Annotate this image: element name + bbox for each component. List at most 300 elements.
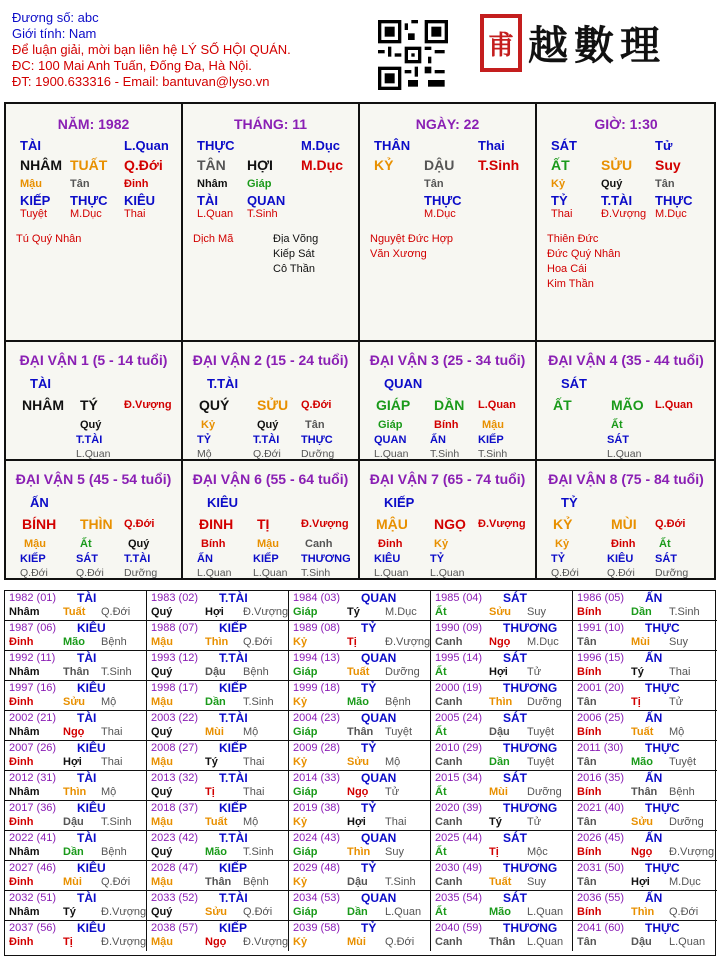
year-god: KIÊU [77,681,106,695]
year-cell [147,861,289,891]
year-label: 2018 (37) [151,802,199,814]
year-god: TỶ [361,861,377,875]
year-stem: Tân [577,936,597,948]
shen-sha-star: Văn Xương [370,248,427,260]
year-cell [431,771,573,801]
year-branch: Dần [631,606,652,618]
year-cell [431,921,573,951]
hidden-state: L.Quan [253,567,288,579]
year-branch: Tý [631,666,644,678]
pillar-r5-text: Đ.Vượng [601,208,647,220]
dai-van-stem: NHÂM [22,397,64,413]
year-cell [289,861,431,891]
year-state: Thai [101,756,123,768]
year-branch: Tý [489,816,502,828]
hidden-stem: Mậu [482,419,504,431]
hidden-state: L.Quan [197,567,232,579]
dai-van-state: Q.Đới [124,518,155,530]
year-cell [289,711,431,741]
year-state: Q.Đới [243,906,273,918]
year-state: Tuyệt [527,726,555,738]
year-stem: Mậu [151,696,173,708]
pillar-cell [537,104,715,342]
year-branch: Hợi [489,666,508,678]
year-label: 2012 (31) [9,772,57,784]
year-god: T.TÀI [219,591,248,605]
year-stem: Canh [435,816,463,828]
owner-gender: Giới tính: Nam [12,26,97,41]
year-god: THƯƠNG [503,801,558,815]
year-cell [573,651,717,681]
year-label: 2039 (58) [293,922,341,934]
hidden-god: SÁT [607,434,629,446]
year-cell [289,741,431,771]
pillar-r4-text: KIẾP [20,193,51,208]
year-state: Đ.Vượng [101,936,147,948]
shen-sha-star: Hoa Cái [547,263,587,275]
dai-van-stem: BÍNH [22,516,57,532]
year-label: 2037 (56) [9,922,57,934]
pillar-r2-text: SỬU [601,157,633,173]
year-state: T.Sinh [243,696,274,708]
year-cell [5,831,147,861]
hidden-god: T.TÀI [76,434,103,446]
pillar-r5-text: Tuyệt [20,208,48,220]
year-state: Mộ [243,816,259,828]
year-stem: Giáp [293,786,318,798]
year-god: TỶ [361,801,377,815]
year-label: 2014 (33) [293,772,341,784]
shen-sha-star: Địa Võng [273,233,319,245]
year-stem: Canh [435,756,463,768]
year-state: T.Sinh [101,666,132,678]
year-branch: Thìn [489,696,513,708]
pillar-r2-text: ẤT [551,157,570,173]
hidden-state: Q.Đới [253,448,281,460]
pillar-r2-text: TUẤT [70,157,108,173]
year-cell [5,921,147,951]
year-cell [147,681,289,711]
pillar-r4-text: THỰC [70,193,108,208]
year-cell [147,591,289,621]
hidden-stem: Mậu [24,538,46,550]
dai-van-branch: SỬU [257,397,289,413]
dai-van-stem: KỶ [553,516,573,532]
year-stem: Đinh [9,756,34,768]
year-branch: Mùi [63,876,82,888]
year-god: KIÊU [77,801,106,815]
pillar-r3-text: Kỷ [551,178,566,190]
year-god: T.TÀI [219,831,248,845]
year-stem: Canh [435,696,463,708]
year-god: THỰC [645,741,680,755]
year-cell [147,741,289,771]
year-cell [5,861,147,891]
pillar-r1-text: L.Quan [124,138,169,153]
shen-sha-star: Kim Thần [547,278,594,290]
hidden-state: T.Sinh [301,567,331,579]
year-stem: Kỷ [293,636,308,648]
owner-info [12,10,291,90]
year-label: 2036 (55) [577,892,625,904]
year-god: KIẾP [219,621,248,635]
year-label: 1998 (17) [151,682,199,694]
dai-van-stem: MẬU [376,516,408,532]
year-branch: Dậu [489,726,510,738]
dai-van-cell [183,461,360,580]
hidden-state: T.Sinh [478,448,508,460]
shen-sha-star: Thiên Đức [547,233,599,245]
hidden-state: L.Quan [430,567,465,579]
year-label: 1999 (18) [293,682,341,694]
year-state: Bệnh [669,786,695,798]
hidden-god: TỶ [430,553,445,565]
year-cell [431,861,573,891]
year-god: TÀI [77,891,97,905]
year-cell [5,711,147,741]
year-god: THƯƠNG [503,621,558,635]
dai-van-title: ĐẠI VẬN 6 (55 - 64 tuổi) [192,471,349,487]
year-stem: Đinh [9,636,34,648]
hidden-god: KIÊU [374,553,401,565]
hidden-god: TỶ [197,434,212,446]
year-state: Tuyệt [385,726,413,738]
year-label: 2029 (48) [293,862,341,874]
year-stem: Quý [151,606,173,618]
year-state: Bệnh [243,666,269,678]
year-god: KIÊU [77,861,106,875]
year-state: T.Sinh [385,876,416,888]
year-god: T.TÀI [219,891,248,905]
hidden-state: Dưỡng [301,448,335,460]
year-state: Đ.Vượng [243,936,289,948]
chart-header [0,0,720,100]
year-branch: Ngọ [489,636,511,648]
year-branch: Hợi [63,756,82,768]
year-stem: Kỷ [293,876,308,888]
dai-van-state: Đ.Vượng [301,518,349,530]
year-cell [289,771,431,801]
year-god: THỰC [645,801,680,815]
year-stem: Đinh [9,876,34,888]
year-cell [147,891,289,921]
dai-van-title: ĐẠI VẬN 7 (65 - 74 tuổi) [369,471,526,487]
year-god: THỰC [645,681,680,695]
year-stem: Giáp [293,666,318,678]
hidden-stem: Ất [611,419,623,431]
year-branch: Mão [631,756,653,768]
year-god: T.TÀI [219,771,248,785]
year-branch: Dần [489,756,510,768]
year-god: QUAN [361,591,397,605]
year-state: Thai [243,756,265,768]
hidden-stem: Đinh [378,538,403,550]
hidden-god: KIẾP [253,553,279,565]
shen-sha-star: Cô Thần [273,263,315,275]
year-stem: Ất [435,606,447,618]
pillar-title: NGÀY: 22 [415,116,480,132]
dai-van-branch: THÌN [80,516,113,532]
year-cell [573,831,717,861]
year-state: Q.Đới [101,876,131,888]
year-cell [5,771,147,801]
year-branch: Thìn [631,906,655,918]
dai-van-branch: TỊ [257,516,270,532]
year-branch: Ngọ [631,846,653,858]
year-state: Đ.Vượng [385,636,431,648]
year-cell [5,651,147,681]
pillar-title: NĂM: 1982 [57,116,130,132]
year-god: SÁT [503,771,527,785]
pillar-r3-text: Tân [424,178,444,190]
hidden-state: T.Sinh [430,448,460,460]
year-cell [289,681,431,711]
dai-van-stem: GIÁP [376,397,411,413]
year-state: M.Dục [669,876,701,888]
dai-van-cell [6,461,183,580]
year-state: Đ.Vượng [243,606,289,618]
year-stem: Kỷ [293,816,308,828]
year-label: 2022 (41) [9,832,57,844]
year-god: THƯƠNG [503,681,558,695]
pillar-r4-text: KIÊU [124,193,156,208]
year-branch: Thân [489,936,516,948]
year-god: QUAN [361,831,397,845]
dai-van-title: ĐẠI VẬN 2 (15 - 24 tuổi) [192,352,349,368]
year-cell [573,591,717,621]
hidden-stem: Bính [201,538,226,550]
year-state: Bệnh [101,636,127,648]
hidden-god: T.TÀI [124,553,151,565]
year-label: 2004 (23) [293,712,341,724]
year-state: Đ.Vượng [101,906,147,918]
year-stem: Nhâm [9,906,40,918]
year-god: TÀI [77,711,97,725]
hidden-state: Dưỡng [655,567,689,579]
year-stem: Ất [435,846,447,858]
year-stem: Bính [577,846,602,858]
hidden-god: THỰC [301,434,333,446]
year-state: Q.Đới [243,636,273,648]
dai-van-title: ĐẠI VẬN 4 (35 - 44 tuổi) [548,352,704,368]
dai-van-stem: ẤT [553,397,572,413]
dai-van-god: TỶ [561,495,578,510]
year-label: 2041 (60) [577,922,625,934]
year-state: Thai [385,816,407,828]
contact-invite: Để luận giải, mời bạn liên hệ LÝ SỐ HỘI QUÁN. [12,42,291,57]
year-state: Suy [527,876,546,888]
year-god: KIẾP [219,741,248,755]
pillar-r4-text: THỰC [655,193,693,208]
year-branch: Mùi [347,936,366,948]
year-label: 2034 (53) [293,892,341,904]
year-state: Dưỡng [527,786,562,798]
pillar-r2-text: DẬU [424,157,455,173]
year-cell [573,681,717,711]
dai-van-god: T.TÀI [207,376,239,391]
dai-van-god: TÀI [30,376,51,391]
dai-van-god: SÁT [561,376,587,391]
year-cell [147,651,289,681]
hidden-god: SÁT [655,553,677,565]
dai-van-branch: NGỌ [434,516,466,532]
pillar-r5-text: L.Quan [197,208,234,220]
year-label: 1989 (08) [293,622,341,634]
dai-van-state: Q.Đới [655,518,686,530]
hidden-god: THƯƠNG [301,553,351,565]
pillar-cell [360,104,537,342]
year-god: TỶ [361,681,377,695]
year-stem: Nhâm [9,846,40,858]
year-stem: Mậu [151,936,173,948]
year-label: 1990 (09) [435,622,483,634]
hidden-stem: Quý [128,538,150,550]
year-branch: Thân [347,726,374,738]
dai-van-cell [360,342,537,461]
year-state: Q.Đới [101,606,131,618]
year-stem: Đinh [9,696,34,708]
year-stem: Mậu [151,636,173,648]
year-cell [5,801,147,831]
year-state: M.Dục [385,606,417,618]
year-label: 2028 (47) [151,862,199,874]
year-stem: Tân [577,636,597,648]
year-state: Bệnh [101,846,127,858]
year-state: Đ.Vượng [669,846,715,858]
year-state: Dưỡng [669,816,704,828]
year-label: 2020 (39) [435,802,483,814]
hidden-state: L.Quan [374,448,409,460]
year-branch: Hợi [347,816,366,828]
pillar-cell [6,104,183,342]
year-branch: Tị [631,696,641,708]
year-stem: Tân [577,876,597,888]
year-cell [431,591,573,621]
year-cell [147,801,289,831]
year-god: SÁT [503,891,527,905]
dai-van-state: L.Quan [655,399,693,411]
pillar-r2-text: T.Sinh [478,157,520,173]
year-stem: Mậu [151,756,173,768]
pillar-r3-text: Tân [70,178,90,190]
shen-sha-star: Tú Quý Nhân [16,233,82,245]
dai-van-title: ĐẠI VẬN 1 (5 - 14 tuổi) [19,352,168,368]
dai-van-branch: DẦN [434,397,465,413]
year-label: 1992 (11) [9,652,56,664]
year-stem: Quý [151,906,173,918]
pillar-r5-text: Thai [551,208,573,220]
year-god: QUAN [361,771,397,785]
year-god: THỰC [645,621,680,635]
site-logo: 越數理 [528,22,666,69]
year-god: KIÊU [77,921,106,935]
pillar-r5-text: M.Dục [424,208,456,220]
year-label: 2033 (52) [151,892,199,904]
year-stem: Canh [435,936,463,948]
year-branch: Dần [205,696,226,708]
pillar-r1-text: Tử [655,138,673,153]
hidden-state: L.Quan [607,448,642,460]
year-god: TỶ [361,621,377,635]
year-cell [147,621,289,651]
dai-van-god: KIẾP [384,495,415,510]
year-stem: Đinh [9,936,34,948]
pillar-r1-text: Thai [478,138,505,153]
year-state: M.Dục [527,636,559,648]
pillar-r1-text: THÂN [374,138,411,153]
year-label: 2030 (49) [435,862,483,874]
contact-phone-email: ĐT: 1900.633316 - Email: bantuvan@lyso.vn [12,74,270,89]
year-stem: Giáp [293,606,318,618]
year-god: T.TÀI [219,651,248,665]
year-state: Dưỡng [385,666,420,678]
hidden-state: Q.Đới [76,567,104,579]
hidden-god: KIẾP [20,553,46,565]
year-stem: Ất [435,786,447,798]
dai-van-cell [6,342,183,461]
year-cell [5,621,147,651]
hidden-stem: Mậu [257,538,279,550]
dai-van-title: ĐẠI VẬN 5 (45 - 54 tuổi) [15,471,172,487]
pillar-r2-text: Q.Đới [124,157,163,173]
year-stem: Quý [151,846,173,858]
year-label: 1994 (13) [293,652,341,664]
year-branch: Thìn [205,636,229,648]
dai-van-cell [537,461,715,580]
hidden-state: Dưỡng [124,567,158,579]
year-stem: Mậu [151,876,173,888]
year-label: 2024 (43) [293,832,341,844]
year-state: Mộ [669,726,685,738]
year-stem: Nhâm [9,666,40,678]
year-state: Tuyệt [669,756,697,768]
year-label: 2026 (45) [577,832,625,844]
year-stem: Quý [151,666,173,678]
year-state: L.Quan [527,936,564,948]
year-state: Bệnh [243,876,269,888]
pillar-r3-text: Quý [601,178,623,190]
year-state: L.Quan [669,936,706,948]
year-god: TÀI [77,651,97,665]
year-state: Dưỡng [527,696,562,708]
year-label: 1983 (02) [151,592,199,604]
year-god: KIẾP [219,861,248,875]
year-cell [5,591,147,621]
year-state: Tử [669,696,684,708]
dai-van-stem: QUÝ [199,397,230,413]
year-label: 2031 (50) [577,862,625,874]
year-label: 2007 (26) [9,742,57,754]
year-label: 1991 (10) [577,622,625,634]
pillar-r2-text: KỶ [374,157,394,173]
year-branch: Dần [63,846,84,858]
year-stem: Canh [435,876,463,888]
dai-van-branch: TÝ [80,397,98,413]
year-state: Mộc [527,846,548,858]
year-stem: Tân [577,696,597,708]
pillar-r4-text: T.TÀI [601,193,633,208]
year-branch: Mão [63,636,85,648]
shen-sha-star: Đức Quý Nhân [547,248,621,260]
year-stem: Bính [577,906,602,918]
year-cell [289,621,431,651]
year-god: KIẾP [219,681,248,695]
hidden-state: L.Quan [374,567,409,579]
year-cell [573,771,717,801]
year-god: TÀI [77,831,97,845]
year-state: Thai [101,726,123,738]
dai-van-state: Đ.Vượng [478,518,526,530]
